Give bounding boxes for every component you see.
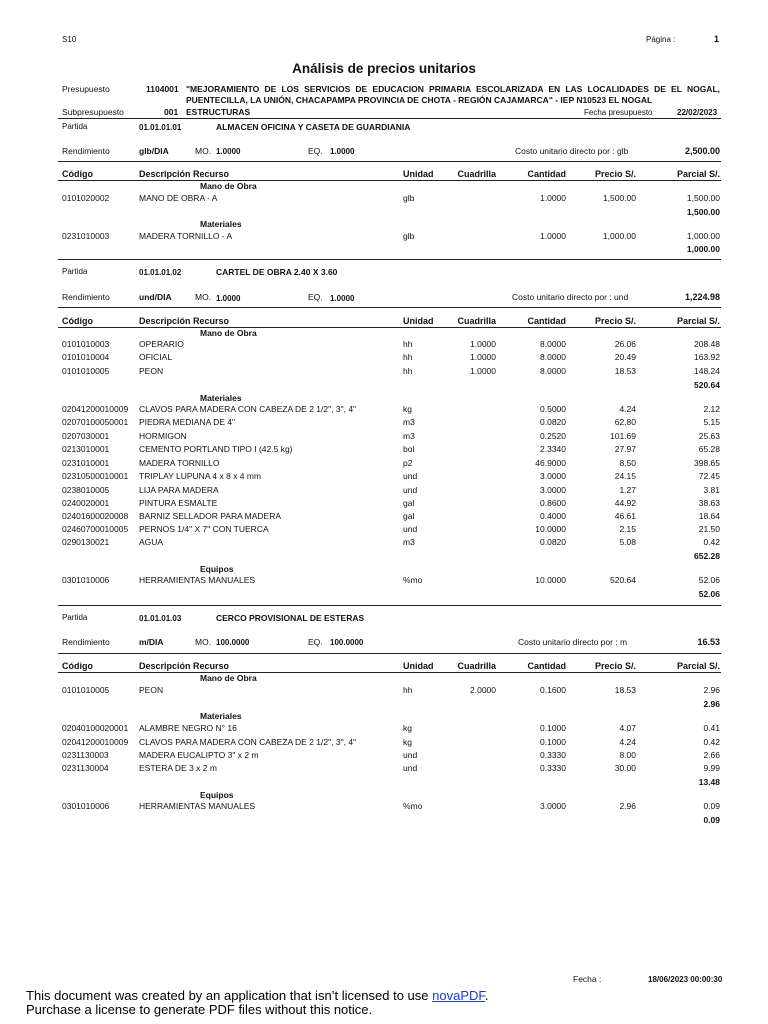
partida-label: Partida [62, 122, 88, 131]
table-row: 02460700010005 PERNOS 1/4" X 7" CON TUERCA und 10.0000 2.15 21.50 [62, 524, 720, 534]
table-row: 0101010005 PEON hh 1.0000 8.0000 18.53 148.24 [62, 366, 720, 376]
partida-code: 01.01.01.01 [139, 123, 182, 132]
mo-label: MO. [195, 146, 212, 156]
col-codigo: Código [62, 661, 93, 671]
costo-unitario-label: Costo unitario directo por : und [512, 292, 629, 302]
divider [58, 307, 721, 308]
presupuesto-description-line1: "MEJORAMIENTO DE LOS SERVICIOS DE EDUCACION PRIMARIA ESCOLARIZADA EN LAS LOCALIDADES DE EL NOGAL, [186, 84, 720, 94]
subtotal: 13.48 [698, 777, 720, 787]
table-row: 0101010005 PEON hh 2.0000 0.1600 18.53 2.96 [62, 685, 720, 695]
col-precio: Precio S/. [594, 169, 636, 179]
eq-label: EQ. [308, 292, 323, 302]
costo-unitario-value: 16.53 [697, 637, 720, 647]
divider [58, 259, 721, 260]
subtotal: 1,500.00 [686, 207, 720, 217]
col-cuadrilla: Cuadrilla [457, 169, 496, 179]
fecha-presupuesto-label: Fecha presupuesto [584, 108, 653, 117]
table-row: 0231010003 MADERA TORNILLO - A glb 1.0000 1,000.00 1,000.00 [62, 231, 720, 241]
rendimiento-unit: glb/DIA [139, 146, 169, 156]
subpresupuesto-code: 001 [164, 107, 179, 117]
category-equipos: Equipos [200, 790, 234, 800]
table-row: 0231130003 MADERA EUCALIPTO 3" x 2 m und 0.3330 8.00 2.66 [62, 750, 720, 760]
partida-code: 01.01.01.02 [139, 268, 182, 277]
eq-value: 1.0000 [330, 147, 355, 156]
category-mano-de-obra: Mano de Obra [200, 328, 257, 338]
mo-label: MO. [195, 637, 212, 647]
page-label: Página : [646, 35, 676, 44]
col-precio: Precio S/. [594, 661, 636, 671]
license-notice-line1: This document was created by an application that isn’t licensed to use novaPDF. [26, 988, 489, 1003]
col-codigo: Código [62, 169, 93, 179]
table-row: 0213010001 CEMENTO PORTLAND TIPO I (42.5 kg) bol 2.3340 27.97 65.28 [62, 444, 720, 454]
col-parcial: Parcial S/. [676, 169, 720, 179]
costo-unitario-label: Costo unitario directo por : m [518, 637, 628, 647]
presupuesto-description-line2: PUENTECILLA, LA UNIÓN, CHACAPAMPA PROVINCIA DE CHOTA - REGIÓN CAJAMARCA" - IEP N10523 EL NOGAL [186, 95, 653, 105]
category-materiales: Materiales [200, 219, 242, 229]
subtotal: 2.96 [703, 699, 720, 709]
fecha-value: 18/06/2023 00:00:30 [648, 975, 723, 984]
eq-label: EQ. [308, 637, 323, 647]
page-number: 1 [714, 34, 720, 44]
table-row: 0231010001 MADERA TORNILLO p2 46.9000 8.50 398.65 [62, 458, 720, 468]
presupuesto-label: Presupuesto [62, 84, 110, 94]
category-materiales: Materiales [200, 393, 242, 403]
subtotal: 520.64 [694, 380, 720, 390]
partida-name: ALMACEN OFICINA Y CASETA DE GUARDIANIA [216, 122, 411, 132]
table-row: 02040100020001 ALAMBRE NEGRO N° 16 kg 0.1000 4.07 0.41 [62, 723, 720, 733]
category-mano-de-obra: Mano de Obra [200, 673, 257, 683]
table-row: 02401600020008 BARNIZ SELLADOR PARA MADERA gal 0.4000 46.61 18.64 [62, 511, 720, 521]
subpresupuesto-label: Subpresupuesto [62, 107, 124, 117]
rendimiento-unit: m/DIA [139, 637, 164, 647]
col-cuadrilla: Cuadrilla [457, 661, 496, 671]
table-row: 02041200010009 CLAVOS PARA MADERA CON CABEZA DE 2 1/2", 3", 4" kg 0.1000 4.24 0.42 [62, 737, 720, 747]
partida-label: Partida [62, 267, 88, 276]
mo-value: 1.0000 [216, 147, 241, 156]
col-cantidad: Cantidad [527, 661, 566, 671]
rendimiento-label: Rendimiento [62, 146, 110, 156]
col-cantidad: Cantidad [527, 169, 566, 179]
divider [58, 161, 721, 162]
col-cantidad: Cantidad [527, 316, 566, 326]
category-mano-de-obra: Mano de Obra [200, 181, 257, 191]
table-row: 0301010006 HERRAMIENTAS MANUALES %mo 3.0000 2.96 0.09 [62, 801, 720, 811]
col-descripcion: Descripción Recurso [139, 316, 230, 326]
subpresupuesto-name: ESTRUCTURAS [186, 107, 251, 117]
col-codigo: Código [62, 316, 93, 326]
software-code: S10 [62, 35, 77, 44]
category-materiales: Materiales [200, 711, 242, 721]
divider [58, 653, 721, 654]
col-descripcion: Descripción Recurso [139, 169, 230, 179]
mo-label: MO. [195, 292, 212, 302]
table-row: 0101010003 OPERARIO hh 1.0000 8.0000 26.06 208.48 [62, 339, 720, 349]
costo-unitario-label: Costo unitario directo por : glb [515, 146, 629, 156]
col-parcial: Parcial S/. [676, 661, 720, 671]
col-unidad: Unidad [403, 169, 434, 179]
table-row: 0231130004 ESTERA DE 3 x 2 m und 0.3330 30.00 9.99 [62, 763, 720, 773]
table-row: 02041200010009 CLAVOS PARA MADERA CON CABEZA DE 2 1/2", 3", 4" kg 0.5000 4.24 2.12 [62, 404, 720, 414]
presupuesto-code: 1104001 [146, 84, 179, 94]
costo-unitario-value: 1,224.98 [684, 292, 720, 302]
divider [58, 327, 721, 328]
fecha-presupuesto-value: 22/02/2023 [677, 108, 718, 117]
table-row: 02310500010001 TRIPLAY LUPUNA 4 x 8 x 4 mm und 3.0000 24.15 72.45 [62, 471, 720, 481]
subtotal: 652.28 [694, 551, 720, 561]
costo-unitario-value: 2,500.00 [684, 146, 720, 156]
table-row: 0301010006 HERRAMIENTAS MANUALES %mo 10.0000 520.64 52.06 [62, 575, 720, 585]
partida-name: CERCO PROVISIONAL DE ESTERAS [216, 613, 365, 623]
table-row: 0240020001 PINTURA ESMALTE gal 0.8600 44.92 38.63 [62, 498, 720, 508]
partida-code: 01.01.01.03 [139, 614, 182, 623]
divider [58, 118, 721, 119]
table-row: 02070100050001 PIEDRA MEDIANA DE 4" m3 0.0820 62.80 5.15 [62, 417, 720, 427]
page-title: Análisis de precios unitarios [292, 61, 476, 76]
rendimiento-unit: und/DIA [139, 292, 172, 302]
partida-label: Partida [62, 613, 88, 622]
table-row: 0101010004 OFICIAL hh 1.0000 8.0000 20.49 163.92 [62, 352, 720, 362]
subtotal: 1,000.00 [686, 244, 720, 254]
mo-value: 100.0000 [216, 638, 250, 647]
license-notice-line2: Purchase a license to generate PDF files without this notice. [26, 1002, 373, 1017]
divider [58, 605, 721, 606]
table-row: 0238010005 LIJA PARA MADERA und 3.0000 1.27 3.81 [62, 485, 720, 495]
col-unidad: Unidad [403, 661, 434, 671]
eq-value: 100.0000 [330, 638, 364, 647]
eq-value: 1.0000 [330, 294, 355, 303]
col-unidad: Unidad [403, 316, 434, 326]
table-row: 0101020002 MANO DE OBRA - A glb 1.0000 1,500.00 1,500.00 [62, 193, 720, 203]
partida-name: CARTEL DE OBRA 2.40 X 3.60 [216, 267, 338, 277]
col-cuadrilla: Cuadrilla [457, 316, 496, 326]
rendimiento-label: Rendimiento [62, 292, 110, 302]
fecha-label: Fecha : [573, 974, 602, 984]
col-descripcion: Descripción Recurso [139, 661, 230, 671]
category-equipos: Equipos [200, 564, 234, 574]
table-row: 0290130021 AGUA m3 0.0820 5.08 0.42 [62, 537, 720, 547]
col-precio: Precio S/. [594, 316, 636, 326]
divider [58, 180, 721, 181]
novapdf-link[interactable]: novaPDF [432, 988, 485, 1003]
subtotal: 52.06 [698, 589, 720, 599]
col-parcial: Parcial S/. [676, 316, 720, 326]
table-row: 0207030001 HORMIGON m3 0.2520 101.69 25.63 [62, 431, 720, 441]
eq-label: EQ. [308, 146, 323, 156]
divider [58, 672, 721, 673]
mo-value: 1.0000 [216, 294, 241, 303]
rendimiento-label: Rendimiento [62, 637, 110, 647]
subtotal: 0.09 [703, 815, 720, 825]
